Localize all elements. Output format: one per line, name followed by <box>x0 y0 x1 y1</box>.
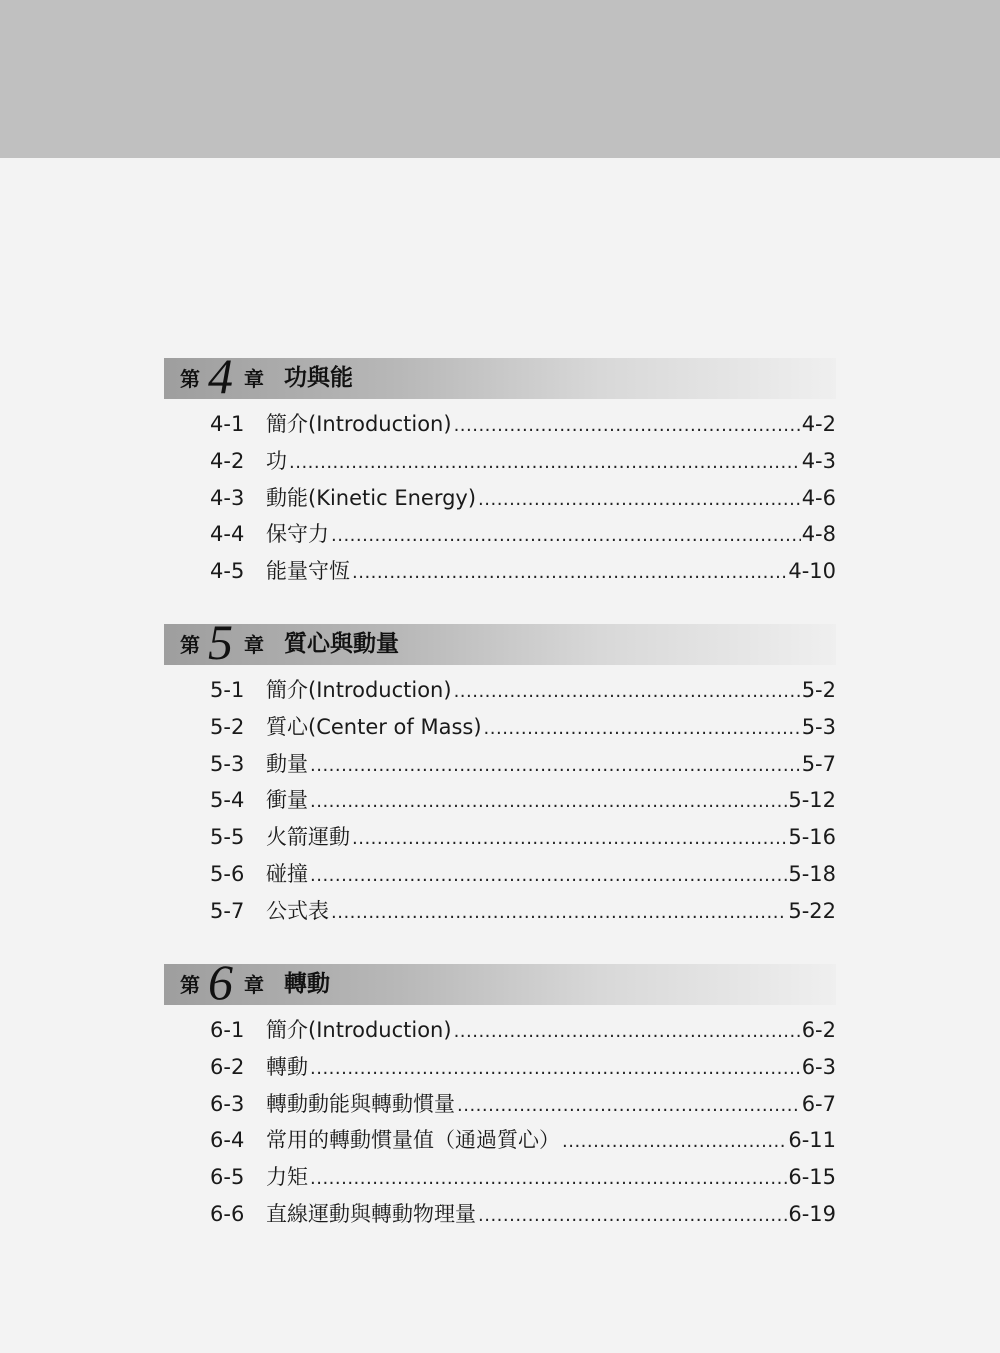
section-number: 6-1 <box>210 1018 245 1042</box>
toc-entry[interactable] <box>164 709 836 746</box>
chapter-title: 轉動 <box>284 971 330 997</box>
dot-leader <box>352 821 787 858</box>
chapter-header <box>164 954 836 1010</box>
toc-entry[interactable] <box>164 1159 836 1196</box>
section-number: 4-5 <box>210 559 245 584</box>
chapter-title: 功與能 <box>284 365 353 391</box>
section-title: 動量 <box>266 751 308 776</box>
dot-leader <box>454 408 801 445</box>
chapter-4 <box>164 348 836 590</box>
page-number: 4-6 <box>801 485 836 510</box>
chapter-5 <box>164 614 836 930</box>
page-number: 6-2 <box>801 1018 836 1042</box>
toc-entry[interactable] <box>164 443 836 480</box>
section-title: 簡介(Introduction) <box>266 678 452 702</box>
section-number: 5-2 <box>210 714 245 739</box>
dot-leader <box>562 1124 787 1161</box>
section-number: 6-6 <box>210 1201 245 1226</box>
section-number: 5-1 <box>210 678 245 702</box>
dot-leader <box>310 1051 801 1088</box>
dot-leader <box>289 445 801 482</box>
toc-entry[interactable] <box>164 1086 836 1123</box>
dot-leader <box>310 784 787 821</box>
dot-leader <box>310 1161 787 1198</box>
section-list <box>164 1012 836 1233</box>
page-number: 5-2 <box>801 678 836 702</box>
section-title: 簡介(Introduction) <box>266 412 452 436</box>
page-number: 6-19 <box>788 1201 836 1226</box>
chapter-number: 4 <box>208 348 233 404</box>
toc-entry[interactable] <box>164 672 836 709</box>
section-title: 轉動動能與轉動慣量 <box>266 1091 455 1116</box>
section-title: 常用的轉動慣量值（通過質心） <box>266 1128 560 1153</box>
chapter-suffix: 章 <box>244 367 264 391</box>
chapter-prefix: 第 <box>180 973 200 997</box>
section-title: 轉動 <box>266 1054 308 1079</box>
toc-entry[interactable] <box>164 856 836 893</box>
dot-leader <box>457 1088 801 1125</box>
section-title: 衝量 <box>266 788 308 813</box>
toc-entry[interactable] <box>164 1122 836 1159</box>
section-number: 5-3 <box>210 751 245 776</box>
toc-entry[interactable] <box>164 782 836 819</box>
page-number: 5-18 <box>788 861 836 886</box>
section-number: 5-4 <box>210 788 245 813</box>
toc-entry[interactable] <box>164 893 836 930</box>
section-number: 4-1 <box>210 412 245 436</box>
section-title: 功 <box>266 448 287 473</box>
chapter-6 <box>164 954 836 1233</box>
chapter-number: 5 <box>208 614 233 670</box>
section-number: 5-5 <box>210 825 245 850</box>
chapter-prefix: 第 <box>180 367 200 391</box>
chapter-number: 6 <box>208 954 233 1010</box>
section-title: 碰撞 <box>266 861 308 886</box>
toc-entry[interactable] <box>164 746 836 783</box>
section-title: 公式表 <box>266 898 329 923</box>
page-number: 6-3 <box>801 1054 836 1079</box>
section-number: 6-3 <box>210 1091 245 1116</box>
toc-entry[interactable] <box>164 516 836 553</box>
chapter-suffix: 章 <box>244 633 264 657</box>
toc-entry[interactable] <box>164 553 836 590</box>
page-number: 4-8 <box>801 522 836 547</box>
chapter-suffix: 章 <box>244 973 264 997</box>
toc-entry[interactable] <box>164 1012 836 1049</box>
chapter-title: 質心與動量 <box>284 631 399 657</box>
page-number: 4-2 <box>801 412 836 436</box>
dot-leader <box>484 711 801 748</box>
toc-entry[interactable] <box>164 480 836 517</box>
top-band <box>0 0 1000 158</box>
page-number: 4-10 <box>788 559 836 584</box>
page-number: 5-7 <box>801 751 836 776</box>
dot-leader <box>310 858 787 895</box>
section-list <box>164 672 836 930</box>
section-number: 5-7 <box>210 898 245 923</box>
page-number: 4-3 <box>801 448 836 473</box>
section-title: 火箭運動 <box>266 825 350 850</box>
chapter-prefix: 第 <box>180 633 200 657</box>
page-number: 5-22 <box>788 898 836 923</box>
section-number: 4-4 <box>210 522 245 547</box>
chapter-header <box>164 614 836 670</box>
dot-leader <box>331 895 787 932</box>
dot-leader <box>478 1198 787 1235</box>
section-title: 質心(Center of Mass) <box>266 714 482 739</box>
section-title: 動能(Kinetic Energy) <box>266 485 477 510</box>
section-number: 4-3 <box>210 485 245 510</box>
toc-entry[interactable] <box>164 819 836 856</box>
dot-leader <box>454 1014 801 1051</box>
dot-leader <box>352 555 787 592</box>
section-number: 6-5 <box>210 1165 245 1190</box>
page-number: 6-15 <box>788 1165 836 1190</box>
section-title: 直線運動與轉動物理量 <box>266 1201 476 1226</box>
page-number: 5-16 <box>788 825 836 850</box>
toc-entry[interactable] <box>164 406 836 443</box>
page-number: 5-3 <box>801 714 836 739</box>
page-number: 6-7 <box>801 1091 836 1116</box>
page-number: 5-12 <box>788 788 836 813</box>
toc-entry[interactable] <box>164 1049 836 1086</box>
section-title: 簡介(Introduction) <box>266 1018 452 1042</box>
section-number: 5-6 <box>210 861 245 886</box>
section-number: 6-2 <box>210 1054 245 1079</box>
section-number: 6-4 <box>210 1128 245 1153</box>
page-number: 6-11 <box>788 1128 836 1153</box>
toc-entry[interactable] <box>164 1196 836 1233</box>
section-list <box>164 406 836 590</box>
section-number: 4-2 <box>210 448 245 473</box>
dot-leader <box>331 518 801 555</box>
dot-leader <box>454 674 801 711</box>
dot-leader <box>310 748 801 785</box>
dot-leader <box>478 482 801 519</box>
chapter-header <box>164 348 836 404</box>
section-title: 能量守恆 <box>266 559 350 584</box>
section-title: 保守力 <box>266 522 329 547</box>
section-title: 力矩 <box>266 1165 308 1190</box>
